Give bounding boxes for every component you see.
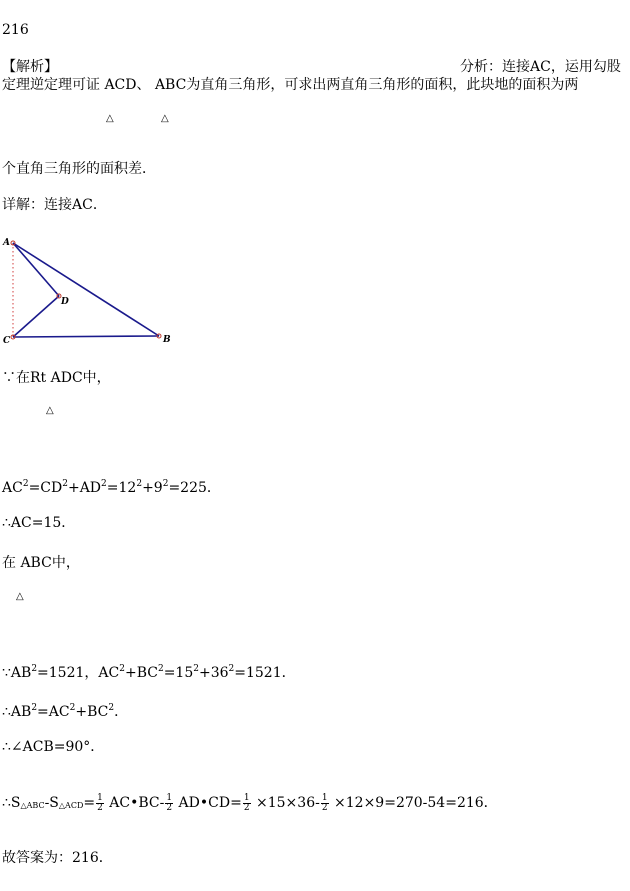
triangle-symbol-icon: △ <box>16 591 24 602</box>
final-answer: 故答案为：216． <box>2 850 113 866</box>
step-text: 在 ABC中， <box>2 555 80 571</box>
analysis-intro: 分析：连接AC，运用勾股 <box>460 59 621 75</box>
analysis-body-line: 定理逆定理可证 ACD、 ABC为直角三角形，可求出两直角三角形的面积，此块地的面积为两 <box>2 77 579 93</box>
fraction-half: $\frac{1}{2}$ <box>321 792 328 813</box>
label-d: D <box>61 297 69 307</box>
fraction-half: $\frac{1}{2}$ <box>243 792 250 813</box>
answer-value: 216 <box>2 22 29 38</box>
step-text: ∵在Rt ADC中， <box>2 370 111 386</box>
triangle-symbol-icon: △ <box>46 405 54 416</box>
segment-dc <box>13 296 59 337</box>
label-c: C <box>3 336 11 346</box>
label-a: A <box>3 238 10 248</box>
segment-ad <box>13 243 59 296</box>
geometry-figure <box>0 236 180 346</box>
step-text: ∴∠ACB=90°． <box>2 739 105 755</box>
fraction-half: $\frac{1}{2}$ <box>166 792 173 813</box>
triangle-symbol-icon: △ <box>106 113 114 124</box>
equation-line: $AC^2=CD^2+AD^2=12^2+9^2=225$． <box>2 479 221 496</box>
area-equation-line: ∴S△ABC-S△ACD= $\frac{1}{2}$ AC•BC- $\frac{1}{2}$ AD•CD= $\frac{1}{2}$ ×15×36- $\frac{1}{2}$ ×12×9=270-54=216． <box>2 792 498 813</box>
segment-cb <box>13 336 159 337</box>
equation-line: $\therefore AB^2=AC^2+BC^2$． <box>2 703 129 720</box>
step-text: ∴AC=15． <box>2 515 76 531</box>
label-b: B <box>163 335 171 345</box>
segment-ab <box>13 243 159 336</box>
analysis-heading: 【解析】 <box>2 59 58 75</box>
detail-heading: 详解：连接AC． <box>2 197 107 213</box>
fraction-half: $\frac{1}{2}$ <box>97 792 103 813</box>
triangle-symbol-icon: △ <box>161 113 169 124</box>
analysis-body-line: 个直角三角形的面积差． <box>2 161 156 177</box>
equation-line: $\because AB^2=1521$，$AC^2+BC^2=15^2+36^2=1521$． <box>2 664 296 681</box>
